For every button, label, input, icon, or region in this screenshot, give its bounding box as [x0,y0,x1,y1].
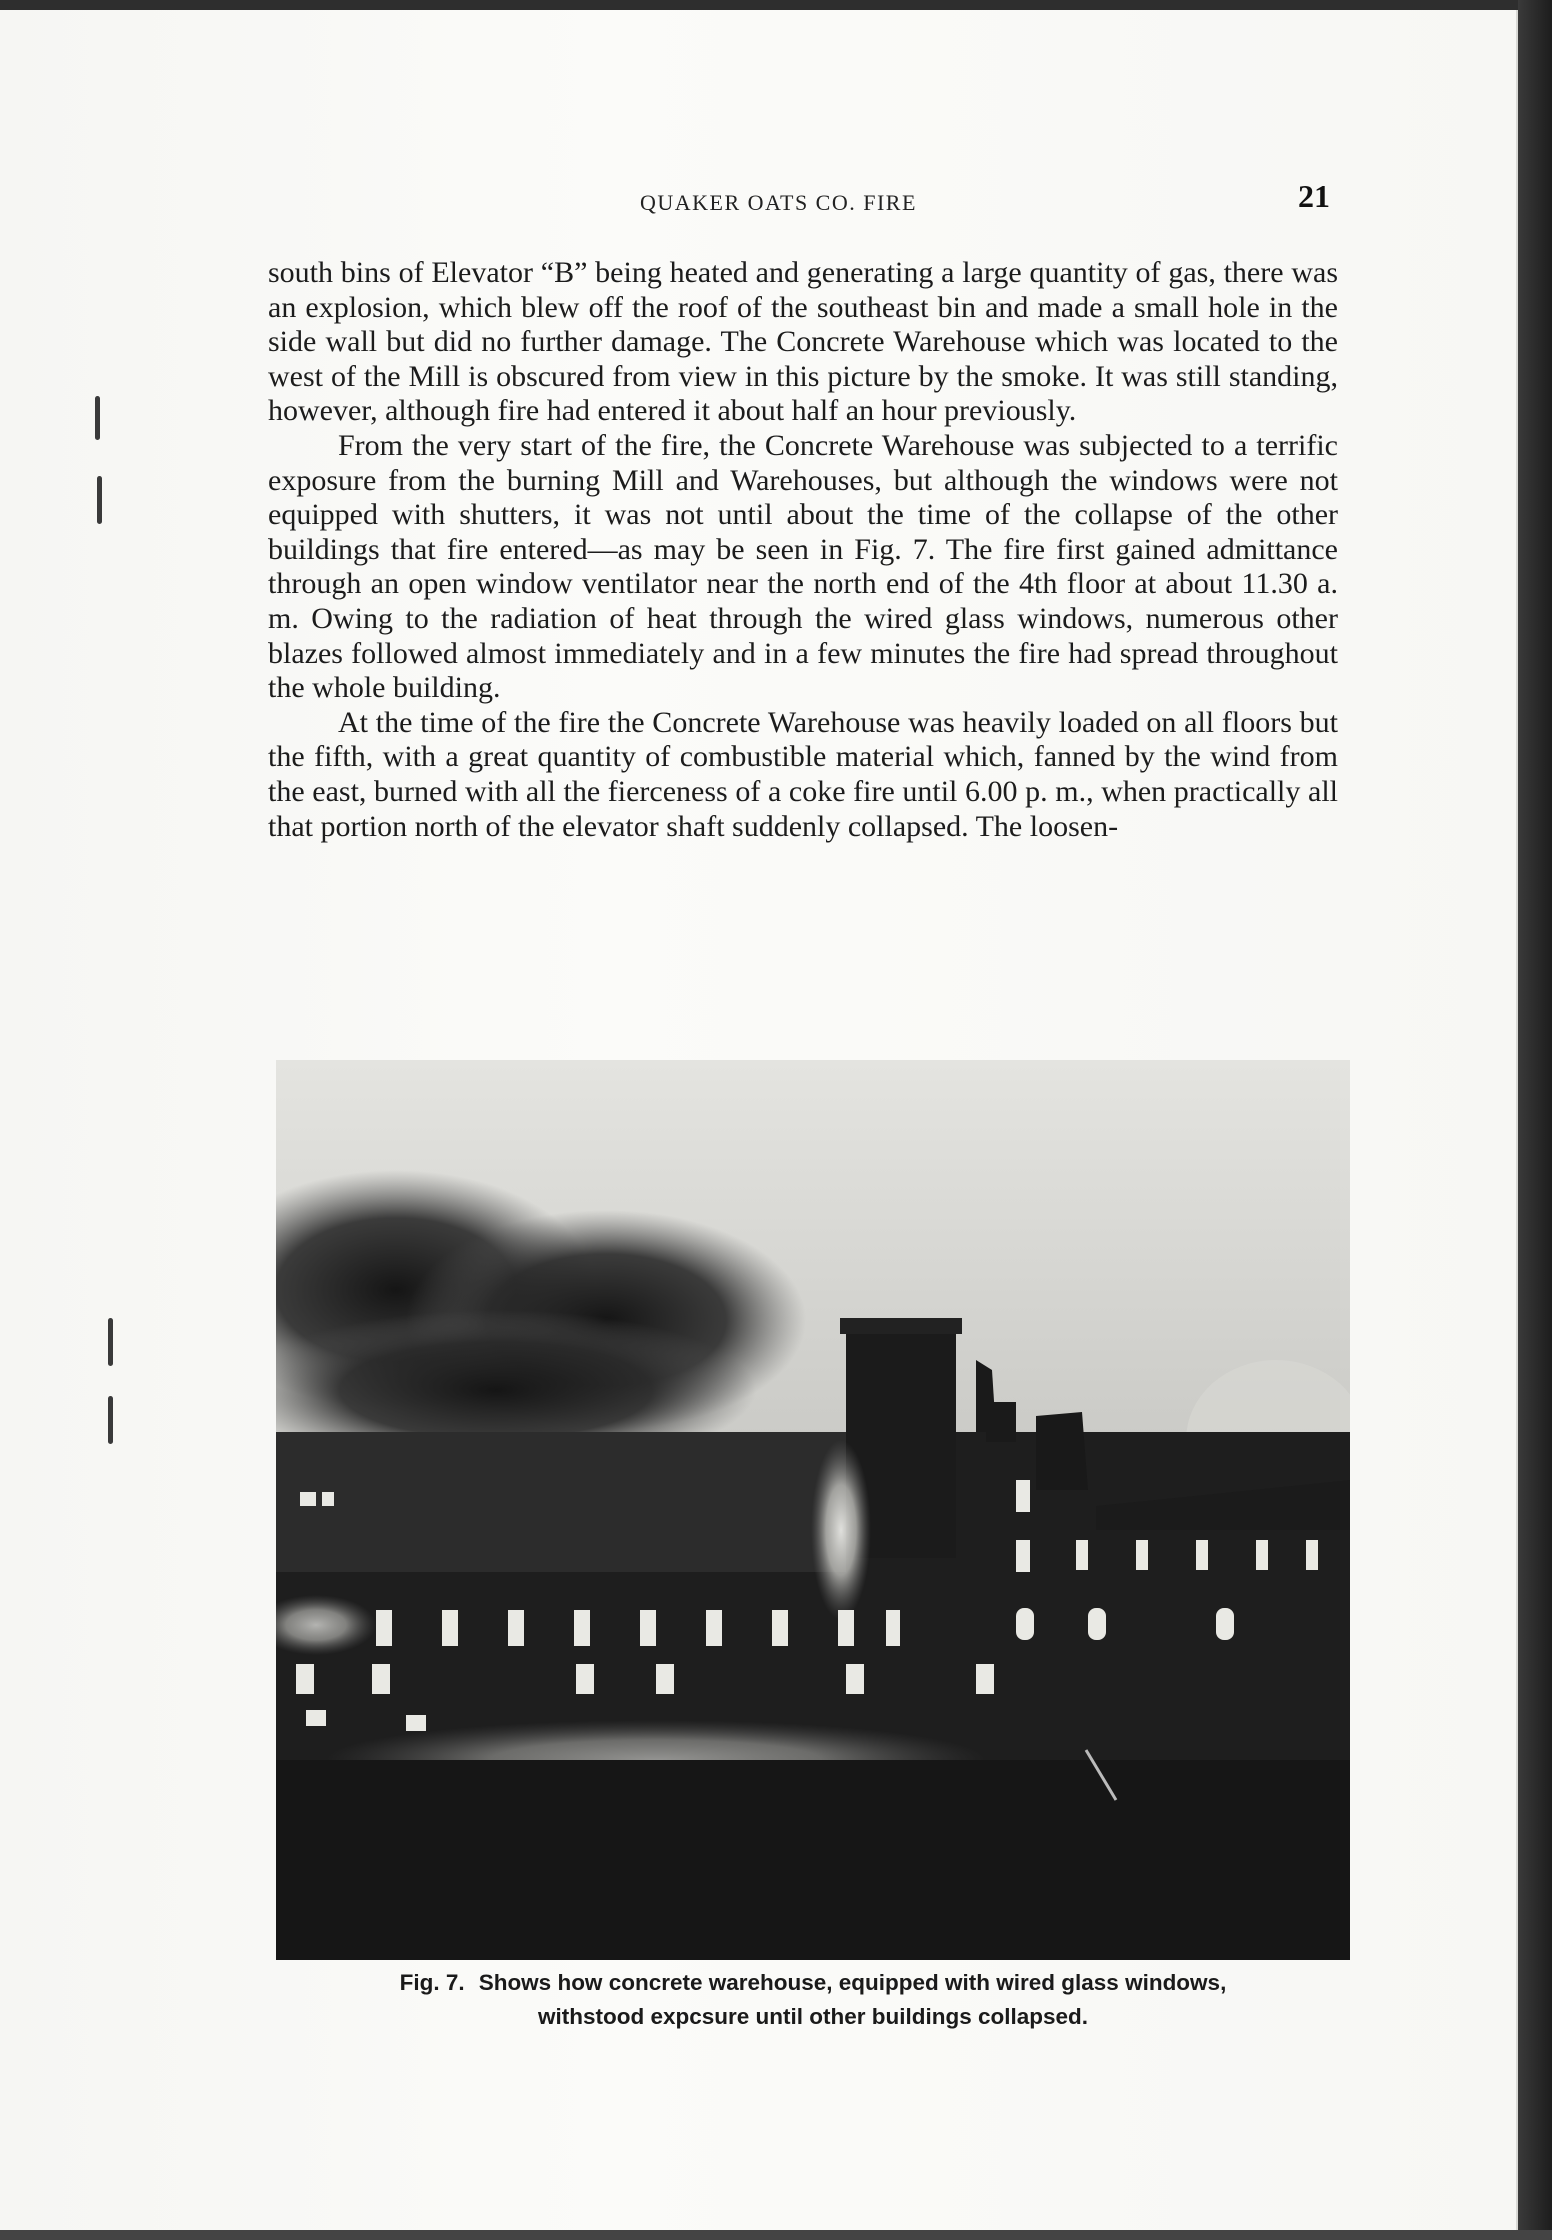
paragraph-3: At the time of the fire the Concrete Warehouse was heavily loaded on all floors but the fifth, with a great quantity of combustible material which, fanned by the wind from the east, burned with all the fierceness of a coke fire until 6.00 p. m., when practically all that portion north of the elevator shaft suddenly collapsed. The loosen- [268,705,1338,843]
caption-label: Fig. 7. [399,1970,465,1995]
scan-bottom-edge [0,2230,1552,2240]
figure-caption [276,1966,1350,2034]
paragraph-1: south bins of Elevator “B” being heated and generating a large quantity of gas, there was an explosion, which blew off the roof of the southeast bin and made a small hole in the side wall but did no further damage. The Concrete Warehouse which was located to the west of the Mill is obscured from view in this picture by the smoke. It was still standing, however, although fire had entered it about half an hour previously. [268,256,1338,428]
margin-mark-2 [97,476,102,524]
paragraph-2: From the very start of the fire, the Concrete Warehouse was subjected to a terrific exposure from the burning Mill and Warehouses, but although the windows were not equipped with shutters, it was not until about the time of the collapse of the other buildings that fire entered—as may be seen in Fig. 7. The fire first gained admittance through an open window ventilator near the north end of the 4th floor at about 11.30 a. m. Owing to the radiation of heat through the wired glass windows, numerous other blazes followed almost immediately and in a few minutes the fire had spread throughout the whole building. [268,428,1338,705]
fire-photograph [276,1060,1350,1960]
scan-top-edge [0,0,1552,10]
margin-mark-1 [95,396,100,440]
caption-line-2: withstood expcsure until other buildings collapsed. [537,2004,1089,2029]
scan-right-edge [1518,0,1552,2240]
caption-line-1 [276,1966,1350,2000]
caption-text-1: Shows how concrete warehouse, equipped with wired glass windows, [478,1970,1227,1995]
body-text [268,256,1338,844]
running-head: QUAKER OATS CO. FIRE [640,190,917,215]
margin-mark-3 [108,1318,113,1366]
margin-mark-4 [108,1396,113,1444]
page-number: 21 [1298,178,1330,214]
burning-buildings-image [276,1060,1350,1960]
